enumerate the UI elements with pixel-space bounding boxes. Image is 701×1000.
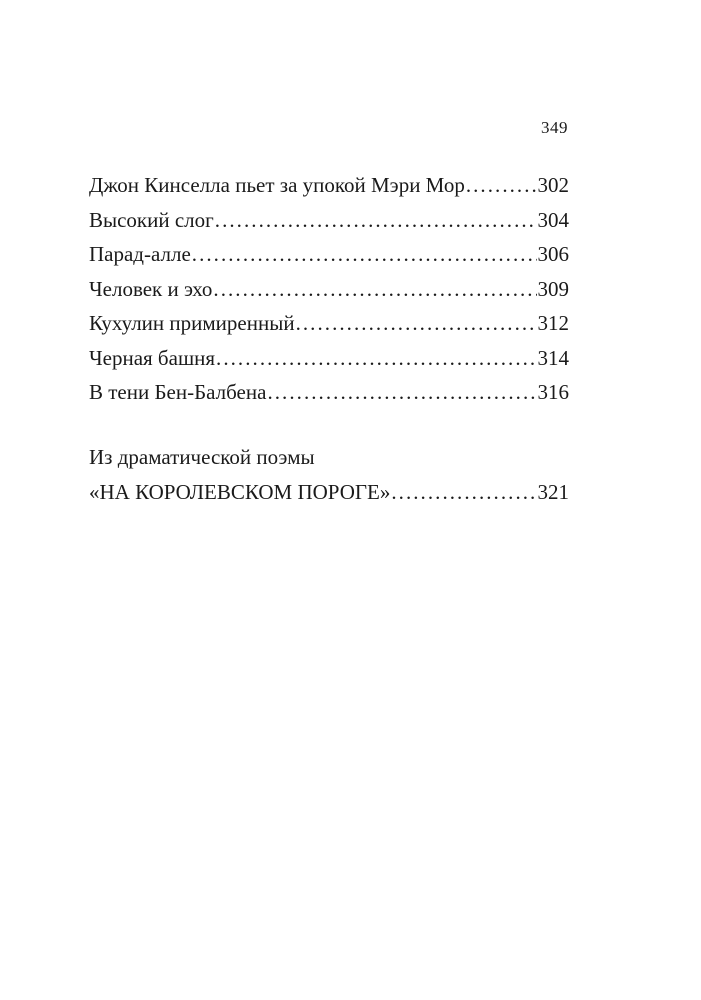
- toc-entry-page: 302: [537, 173, 569, 197]
- toc-entry-title: Парад-алле: [89, 242, 191, 266]
- dot-leader: [215, 203, 537, 238]
- dot-leader: [391, 475, 536, 510]
- toc-section: [89, 440, 569, 509]
- dot-leader: [213, 272, 536, 307]
- toc-entry-page: 304: [537, 207, 569, 232]
- toc-entry-title: Высокий слог: [89, 207, 214, 232]
- dot-leader: [296, 306, 537, 341]
- toc-entry-title: Кухулин примиренный: [89, 311, 295, 335]
- page-number: 349: [541, 118, 568, 137]
- dot-leader: [466, 168, 537, 203]
- toc-entry-title: В тени Бен-Балбена: [89, 380, 267, 404]
- toc-entry: [89, 306, 569, 341]
- toc-entry-title: «НА КОРОЛЕВСКОМ ПОРОГЕ»: [89, 479, 391, 504]
- toc-entry-page: 312: [537, 311, 569, 335]
- toc-entry: [89, 272, 569, 307]
- toc-entry-page: 321: [537, 479, 569, 504]
- toc-entry: [89, 237, 569, 272]
- dot-leader: [267, 375, 536, 410]
- toc-entry-title: Джон Кинселла пьет за упокой Мэри Мор: [89, 173, 465, 197]
- toc-entry-page: 309: [537, 276, 569, 301]
- toc-entry: [89, 475, 569, 510]
- toc-entry-title: Человек и эхо: [89, 276, 213, 301]
- toc-entry-title: Черная башня: [89, 345, 216, 370]
- toc-entry: [89, 203, 569, 238]
- toc-entry: [89, 375, 569, 410]
- dot-leader: [216, 341, 536, 376]
- section-heading: Из драматической поэмы: [89, 445, 315, 469]
- toc-entry-page: 314: [537, 345, 569, 370]
- toc-entry: [89, 341, 569, 376]
- toc-entry-page: 316: [537, 380, 569, 404]
- dot-leader: [192, 237, 537, 272]
- table-of-contents: [89, 168, 569, 410]
- toc-entry-page: 306: [537, 242, 569, 266]
- toc-entry: [89, 168, 569, 203]
